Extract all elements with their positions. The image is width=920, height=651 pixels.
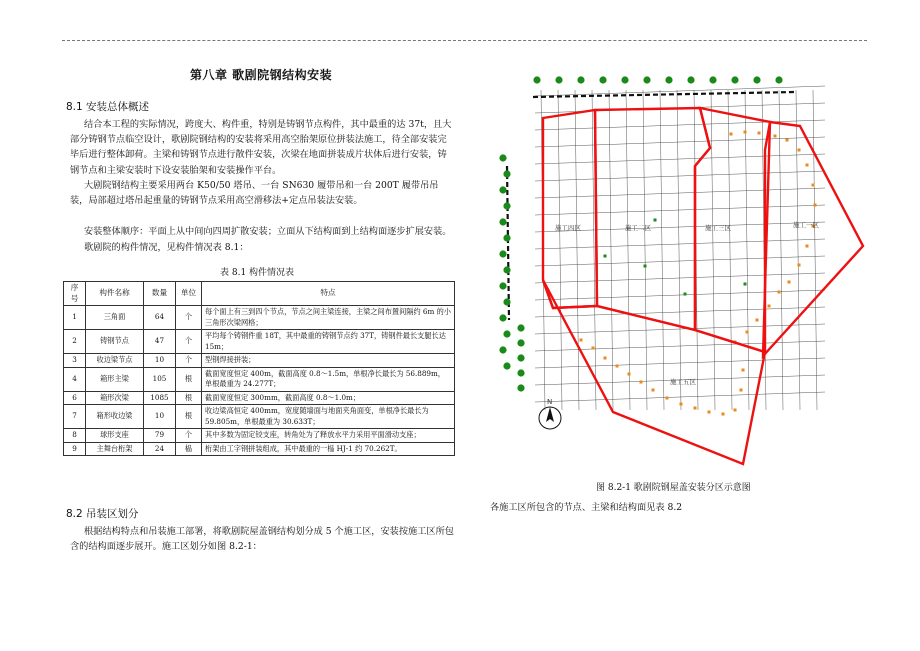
grid-line: [535, 120, 825, 130]
axis-marker: [499, 186, 506, 193]
structural-grid: [507, 86, 825, 410]
table-cell: 10: [144, 405, 176, 429]
table-cell: 箱形收边梁: [86, 405, 144, 429]
table-cell: 桁架由工字钢拼装组成，其中最重的一榀 HJ-1 约 70.262T。: [202, 442, 455, 456]
table-cell: 收边梁高恒定 400mm，宽度随墙面与地面夹角面变，单根净长最长为 59.805m，单根最重为 30.633T；: [202, 405, 455, 429]
grid-line: [575, 90, 579, 410]
grid-line: [609, 90, 613, 410]
axis-marker: [499, 346, 506, 353]
support-point: [694, 407, 697, 410]
table-cell: 每个面上有三到四个节点，节点之间主梁连接，主梁之间布置间隔约 6m 的小三角形次梁网格；: [202, 306, 455, 330]
support-point: [680, 403, 683, 406]
axis-marker: [599, 76, 606, 83]
table-cell: 主舞台桁架: [86, 442, 144, 456]
table-cell: 铸钢节点: [86, 330, 144, 354]
table-caption: 表 8.1 构件情况表: [220, 268, 295, 278]
table-cell: 平均每个铸钢件重 18T，其中最重的铸钢节点约 37T，铸钢件最长支腿长达 15m；: [202, 330, 455, 354]
table-row: [64, 354, 455, 368]
figure-caption: 图 8.2-1 歌剧院钢屋盖安装分区示意图: [596, 483, 751, 493]
table-cell: 三角面: [86, 306, 144, 330]
support-point: [786, 139, 789, 142]
axis-marker: [503, 266, 510, 273]
support-point: [814, 204, 817, 207]
support-point: [616, 365, 619, 368]
grid-line: [779, 90, 783, 410]
support-point: [812, 184, 815, 187]
axis-marker: [503, 362, 510, 369]
support-point: [722, 413, 725, 416]
table-row: [64, 306, 455, 330]
axis-marker: [687, 76, 694, 83]
node-point: [604, 255, 607, 258]
table-cell: 根: [176, 391, 202, 405]
axis-marker: [731, 76, 738, 83]
table-row: [64, 391, 455, 405]
table-cell: 64: [144, 306, 176, 330]
table-cell: 10: [144, 354, 176, 368]
support-point: [774, 135, 777, 138]
axis-marker: [555, 76, 562, 83]
axis-marker: [517, 369, 524, 376]
grid-line: [535, 137, 825, 147]
node-point: [654, 219, 657, 222]
grid-line: [535, 188, 825, 198]
zone-outline-1: [763, 122, 863, 356]
table-cell: 根: [176, 405, 202, 429]
support-point: [628, 373, 631, 376]
table-row: [64, 405, 455, 429]
north-label: N: [547, 398, 553, 406]
axis-marker: [503, 202, 510, 209]
axis-marker: [503, 170, 510, 177]
component-table: [63, 281, 455, 456]
grid-line: [535, 205, 825, 215]
table-cell: 8: [64, 429, 86, 443]
paragraph-table-ref: 歌剧院的构件情况，见构件情况表 8.1：: [84, 242, 249, 253]
axis-marker: [643, 76, 650, 83]
support-point: [806, 245, 809, 248]
axis-marker: [665, 76, 672, 83]
paragraph-overview: 结合本工程的实际情况，跨度大、构件重，特别是铸钢节点构件，其中最重的达 37t，且大部分铸钢节点临空设计，歌剧院钢结构的安装将采用高空胎架原位拼装法施工，待全部安装完毕后进行整体卸荷。主梁和铸钢节点进行散件安装，次梁在地面拼装成片状体后进行安装，铸钢节点和主梁安装时下设安装胎架和安装操作平台。: [70, 119, 452, 176]
table-cell: 个: [176, 354, 202, 368]
zone-label-4: 施工四区: [555, 224, 581, 232]
table-cell: 根: [176, 367, 202, 391]
support-point: [592, 347, 595, 350]
zone-label-3: 施工三区: [705, 224, 731, 232]
table-cell: 收边梁节点: [86, 354, 144, 368]
north-arrow-icon: [539, 398, 561, 429]
zone-label-2: 施工二区: [625, 224, 651, 232]
zone-outline-2: [595, 108, 710, 330]
header-cell: 构件名称: [86, 282, 144, 306]
support-point: [730, 133, 733, 136]
table-cell: 个: [176, 429, 202, 443]
grid-line: [660, 90, 664, 410]
table-cell: 79: [144, 429, 176, 443]
axis-marker: [517, 339, 524, 346]
grid-line: [728, 90, 732, 410]
table-cell: 其中多数为固定铰支座，转角处为了释放水平力采用平面滑动支座；: [202, 429, 455, 443]
axis-marker: [499, 314, 506, 321]
axis-marker: [621, 76, 628, 83]
grid-line: [558, 90, 562, 410]
grid-line: [745, 90, 749, 410]
support-point: [742, 369, 745, 372]
table-row: [64, 442, 455, 456]
zone-label-5: 施工五区: [670, 378, 696, 386]
header-cell: 数量: [144, 282, 176, 306]
header-cell: 单位: [176, 282, 202, 306]
node-point: [644, 265, 647, 268]
support-point: [604, 357, 607, 360]
header-rule: [62, 40, 867, 41]
table-cell: 榀: [176, 442, 202, 456]
axis-marker: [709, 76, 716, 83]
support-point: [708, 411, 711, 414]
table-cell: 1: [64, 306, 86, 330]
support-points: [580, 131, 817, 416]
zone-plan-drawing: [495, 70, 875, 475]
table-cell: 9: [64, 442, 86, 456]
table-cell: 型钢焊接拼装；: [202, 354, 455, 368]
support-point: [788, 281, 791, 284]
paragraph-zones: 根据结构特点和吊装施工部署，将歌剧院屋盖钢结构划分成 5 个施工区，安装按施工区所包含的结构面逐步展开。施工区划分如图 8.2-1：: [70, 526, 454, 553]
support-point: [652, 389, 655, 392]
axis-marker: [577, 76, 584, 83]
table-row: [64, 330, 455, 354]
table-cell: 截面宽度恒定 400m，截面高度 0.8～1.5m，单根净长最长为 56.889m，单根最重为 24.277T；: [202, 367, 455, 391]
table-cell: 3: [64, 354, 86, 368]
support-point: [640, 381, 643, 384]
section-heading-8-2: 8.2 吊装区划分: [66, 508, 139, 520]
header-cell: 特点: [202, 282, 455, 306]
support-point: [798, 149, 801, 152]
support-point: [746, 331, 749, 334]
grid-line: [643, 90, 647, 410]
axis-marker: [499, 218, 506, 225]
support-point: [806, 164, 809, 167]
axis-marker: [503, 330, 510, 337]
axis-marker: [499, 154, 506, 161]
axis-marker: [753, 76, 760, 83]
support-point: [798, 264, 801, 267]
axis-marker: [499, 282, 506, 289]
left-edge-beam: [507, 166, 509, 320]
table-cell: 4: [64, 367, 86, 391]
paragraph-cranes: 大剧院钢结构主要采用两台 K50/50 塔吊、一台 SN630 履带吊和一台 200T 履带吊吊装，局部超过塔吊起重量的铸钢节点采用高空滑移法+定点吊装法安装。: [70, 180, 439, 207]
support-point: [744, 131, 747, 134]
axis-marker: [503, 234, 510, 241]
grid-line: [535, 239, 825, 249]
table-cell: 球形支座: [86, 429, 144, 443]
table-cell: 箱形主梁: [86, 367, 144, 391]
table-row: [64, 429, 455, 443]
axis-marker: [517, 324, 524, 331]
grid-line: [535, 154, 825, 164]
grid-line: [677, 90, 681, 410]
axis-marker: [503, 298, 510, 305]
axis-marker: [775, 76, 782, 83]
table-cell: 7: [64, 405, 86, 429]
table-cell: 箱形次梁: [86, 391, 144, 405]
support-point: [740, 389, 743, 392]
grid-line: [535, 392, 825, 402]
support-point: [768, 305, 771, 308]
grid-line: [535, 171, 825, 181]
paragraph-after-figure: 各施工区所包含的节点、主梁和结构面见表 8.2: [490, 502, 683, 513]
paragraph-sequence: 安装整体顺序：平面上从中间向四周扩散安装；立面从下结构面到上结构面逐步扩展安装。: [84, 226, 452, 237]
grid-line: [626, 90, 630, 410]
table-header-row: [64, 282, 455, 306]
table-cell: 截面宽度恒定 300mm，截面高度 0.8～1.0m；: [202, 391, 455, 405]
zone-outline-4: [543, 110, 597, 308]
support-point: [756, 319, 759, 322]
support-point: [666, 397, 669, 400]
axis-marker: [517, 384, 524, 391]
zone-label-1: 施工一区: [793, 221, 819, 229]
table-cell: 105: [144, 367, 176, 391]
table-cell: 24: [144, 442, 176, 456]
grid-line: [813, 90, 817, 410]
axis-marker: [533, 76, 540, 83]
axis-marker: [517, 354, 524, 361]
support-point: [758, 132, 761, 135]
support-point: [580, 339, 583, 342]
table-row: [64, 367, 455, 391]
node-point: [744, 283, 747, 286]
table-cell: 个: [176, 306, 202, 330]
section-heading-8-1: 8.1 安装总体概述: [66, 101, 150, 113]
table-cell: 6: [64, 391, 86, 405]
table-cell: 47: [144, 330, 176, 354]
table-cell: 2: [64, 330, 86, 354]
zone-outlines: [543, 108, 863, 464]
grid-line: [535, 256, 825, 266]
table-cell: 1085: [144, 391, 176, 405]
support-point: [778, 291, 781, 294]
header-cell: 序号: [64, 282, 86, 306]
support-point: [734, 409, 737, 412]
chapter-title: 第八章 歌剧院钢结构安装: [190, 68, 333, 82]
node-point: [684, 293, 687, 296]
table-cell: 个: [176, 330, 202, 354]
axis-marker: [499, 250, 506, 257]
